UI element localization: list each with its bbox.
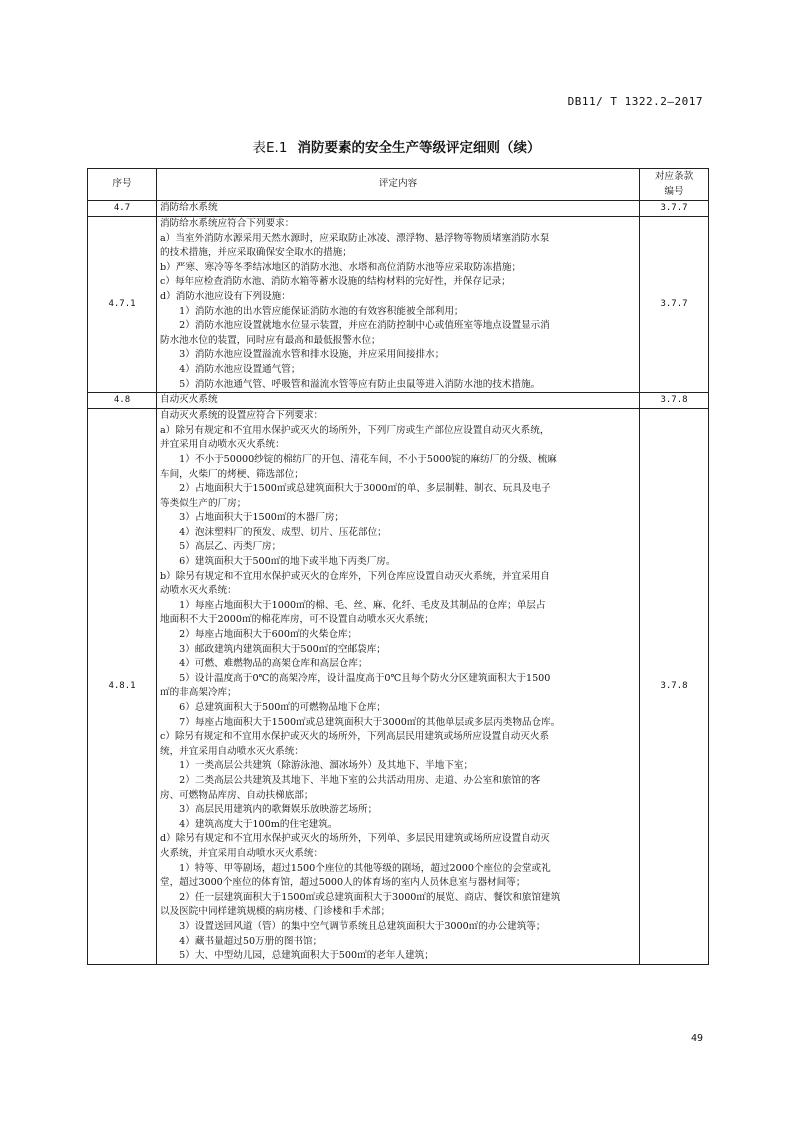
- table-row: [88, 409, 709, 965]
- content-line: 2）二类高层公共建筑及其地下、半地下室的公共活动用房、走道、办公室和旅馆的客: [160, 774, 541, 786]
- content-line: 1）消防水池的出水管应能保证消防水池的有效容积能被全部利用；: [160, 305, 464, 317]
- content-line: 动喷水灭火系统：: [160, 585, 237, 597]
- content-line: 消防给水系统: [160, 202, 218, 214]
- table-row: [88, 201, 709, 217]
- table-header-row: [88, 169, 709, 201]
- content-line: 自动灭火系统的设置应符合下列要求：: [160, 410, 324, 422]
- table-title-text: 消防要素的安全生产等级评定细则（续）: [297, 140, 541, 156]
- content-line: 4）可燃、难燃物品的高架仓库和高层仓库；: [160, 658, 368, 670]
- row-clause-ref: 3.7.8: [640, 409, 709, 965]
- table-number: 表E.1: [252, 140, 288, 156]
- content-line: b）严寒、寒冷等冬季结冰地区的消防水池、水塔和高位消防水池等应采取防冻措施；: [160, 261, 522, 273]
- header-seq: 序号: [88, 169, 157, 201]
- content-line: 4）藏书量超过50万册的图书馆；: [160, 935, 323, 947]
- content-line: 车间，火柴厂的烤梗、筛选部位；: [160, 468, 304, 480]
- content-line: 等类似生产的厂房；: [160, 497, 247, 509]
- content-line: 5）设计温度高于0℃的高架冷库，设计温度高于0℃且每个防火分区建筑面积大于1500: [160, 672, 551, 684]
- content-line: 3）消防水池应设置溢流水管和排水设施，并应采用间接排水；: [160, 349, 445, 361]
- content-line: c）除另有规定和不宜用水保护或灭火的场所外，下列高层民用建筑或场所应设置自动灭火系: [160, 731, 550, 743]
- content-line: 2）任一层建筑面积大于1500㎡或总建筑面积大于3000㎡的展览、商店、餐饮和旅馆建筑: [160, 891, 561, 903]
- row-seq-number: 4.8: [88, 393, 157, 409]
- content-line: c）每年应检查消防水池、消防水箱等蓄水设施的结构材料的完好性，并保存记录；: [160, 276, 511, 288]
- table-row: [88, 393, 709, 409]
- table-body: [88, 201, 709, 965]
- row-content: [157, 201, 640, 217]
- header-content: 评定内容: [157, 169, 640, 201]
- content-line: 地面积不大于2000㎡的棉花库房，可不设置自动喷水灭火系统；: [160, 614, 434, 626]
- row-seq-number: 4.7: [88, 201, 157, 217]
- content-line: a）除另有规定和不宜用水保护或灭火的场所外，下列厂房或生产部位应设置自动灭火系统，: [160, 424, 550, 436]
- content-line: 消防给水系统应符合下列要求：: [160, 218, 295, 229]
- content-line: 3）占地面积大于1500㎡的木器厂房；: [160, 512, 345, 524]
- content-line: 堂，超过3000个座位的体育馆，超过5000人的体育场的室内人员休息室与器材间等；: [160, 877, 526, 889]
- document-code: DB11/ T 1322.2—2017: [567, 95, 703, 108]
- content-line: 6）总建筑面积大于500㎡的可燃物品地下仓库；: [160, 702, 386, 713]
- content-line: 1）一类高层公共建筑（除游泳池、溜冰场外）及其地下、半地下室；: [160, 760, 474, 772]
- content-line: 2）每座占地面积大于600㎡的火柴仓库；: [160, 629, 358, 641]
- content-line: 2）消防水池应设置就地水位显示装置，并应在消防控制中心或值班室等地点设置显示消: [160, 320, 550, 332]
- evaluation-table: [87, 168, 709, 965]
- header-ref-line2: 编号: [664, 185, 684, 197]
- content-line: 防水池水位的装置，同时应有最高和最低报警水位；: [160, 334, 381, 346]
- content-line: 4）泡沫塑料厂的预发、成型、切片、压花部位；: [160, 526, 387, 538]
- row-content: [157, 409, 640, 965]
- content-line: 4）建筑高度大于100m的住宅建筑。: [160, 818, 338, 830]
- content-line: 3）高层民用建筑内的歌舞娱乐放映游艺场所；: [160, 804, 378, 816]
- content-line: d）除另有规定和不宜用水保护或灭火的场所外，下列单、多层民用建筑或场所应设置自动灭: [160, 833, 550, 845]
- content-line: 统，并宜采用自动喷水灭火系统：: [160, 745, 304, 757]
- row-clause-ref: 3.7.7: [640, 217, 709, 393]
- row-content: [157, 217, 640, 393]
- content-line: 自动灭火系统: [160, 394, 218, 406]
- content-line: 5）高层乙、丙类厂房；: [160, 541, 282, 553]
- content-line: 房、可燃物品库房、自动扶梯底部；: [160, 789, 314, 801]
- table-title: [0, 136, 793, 156]
- table-row: [88, 217, 709, 393]
- content-line: ㎡的非高架冷库；: [160, 687, 237, 699]
- row-clause-ref: 3.7.8: [640, 393, 709, 409]
- row-content: [157, 393, 640, 409]
- content-line: 1）不小于50000纱锭的棉纺厂的开包、清花车间，不小于5000锭的麻纺厂的分级、梳麻: [160, 453, 557, 465]
- row-clause-ref: 3.7.7: [640, 201, 709, 217]
- content-line: 火系统，并宜采用自动喷水灭火系统：: [160, 847, 324, 859]
- row-seq-number: 4.8.1: [88, 409, 157, 965]
- content-line: 5）大、中型幼儿园，总建筑面积大于500㎡的老年人建筑；: [160, 950, 434, 962]
- page-number: 49: [690, 1033, 703, 1044]
- header-ref: [640, 169, 709, 201]
- content-line: 3）设置送回风道（管）的集中空气调节系统且总建筑面积大于3000㎡的办公建筑等；: [160, 920, 546, 932]
- content-line: 1）每座占地面积大于1000㎡的棉、毛、丝、麻、化纤、毛皮及其制品的仓库；单层占: [160, 599, 546, 611]
- content-line: 7）每座占地面积大于1500㎡或总建筑面积大于3000㎡的其他单层或多层丙类物品仓库。: [160, 716, 561, 728]
- header-ref-line1: 对应条款: [654, 170, 694, 182]
- content-line: a）当室外消防水源采用天然水源时，应采取防止冰凌、漂浮物、悬浮物等物质堵塞消防水泵: [160, 232, 550, 244]
- content-line: 3）邮政建筑内建筑面积大于500㎡的空邮袋库；: [160, 643, 386, 655]
- content-line: 5）消防水池通气管、呼吸管和溢流水管等应有防止虫鼠等进入消防水池的技术措施。: [160, 378, 541, 390]
- content-line: 并宜采用自动喷水灭火系统：: [160, 439, 285, 451]
- content-line: 4）消防水池应设置通气管；: [160, 363, 301, 375]
- content-line: 2）占地面积大于1500㎡或总建筑面积大于3000㎡的单、多层制鞋、制衣、玩具及电子: [160, 483, 551, 495]
- content-line: 1）特等、甲等剧场，超过1500个座位的其他等级的剧场，超过2000个座位的会堂或礼: [160, 862, 551, 874]
- content-line: 以及医院中同样建筑规模的病房楼、门诊楼和手术部；: [160, 906, 391, 918]
- content-line: b）除另有规定和不宜用水保护或灭火的仓库外，下列仓库应设置自动灭火系统，并宜采用自: [160, 570, 550, 582]
- row-seq-number: 4.7.1: [88, 217, 157, 393]
- content-line: d）消防水池应设有下列设施：: [160, 290, 291, 302]
- content-line: 6）建筑面积大于500㎡的地下或半地下丙类厂房。: [160, 556, 396, 568]
- content-line: 的技术措施，并应采取确保安全取水的措施；: [160, 247, 352, 259]
